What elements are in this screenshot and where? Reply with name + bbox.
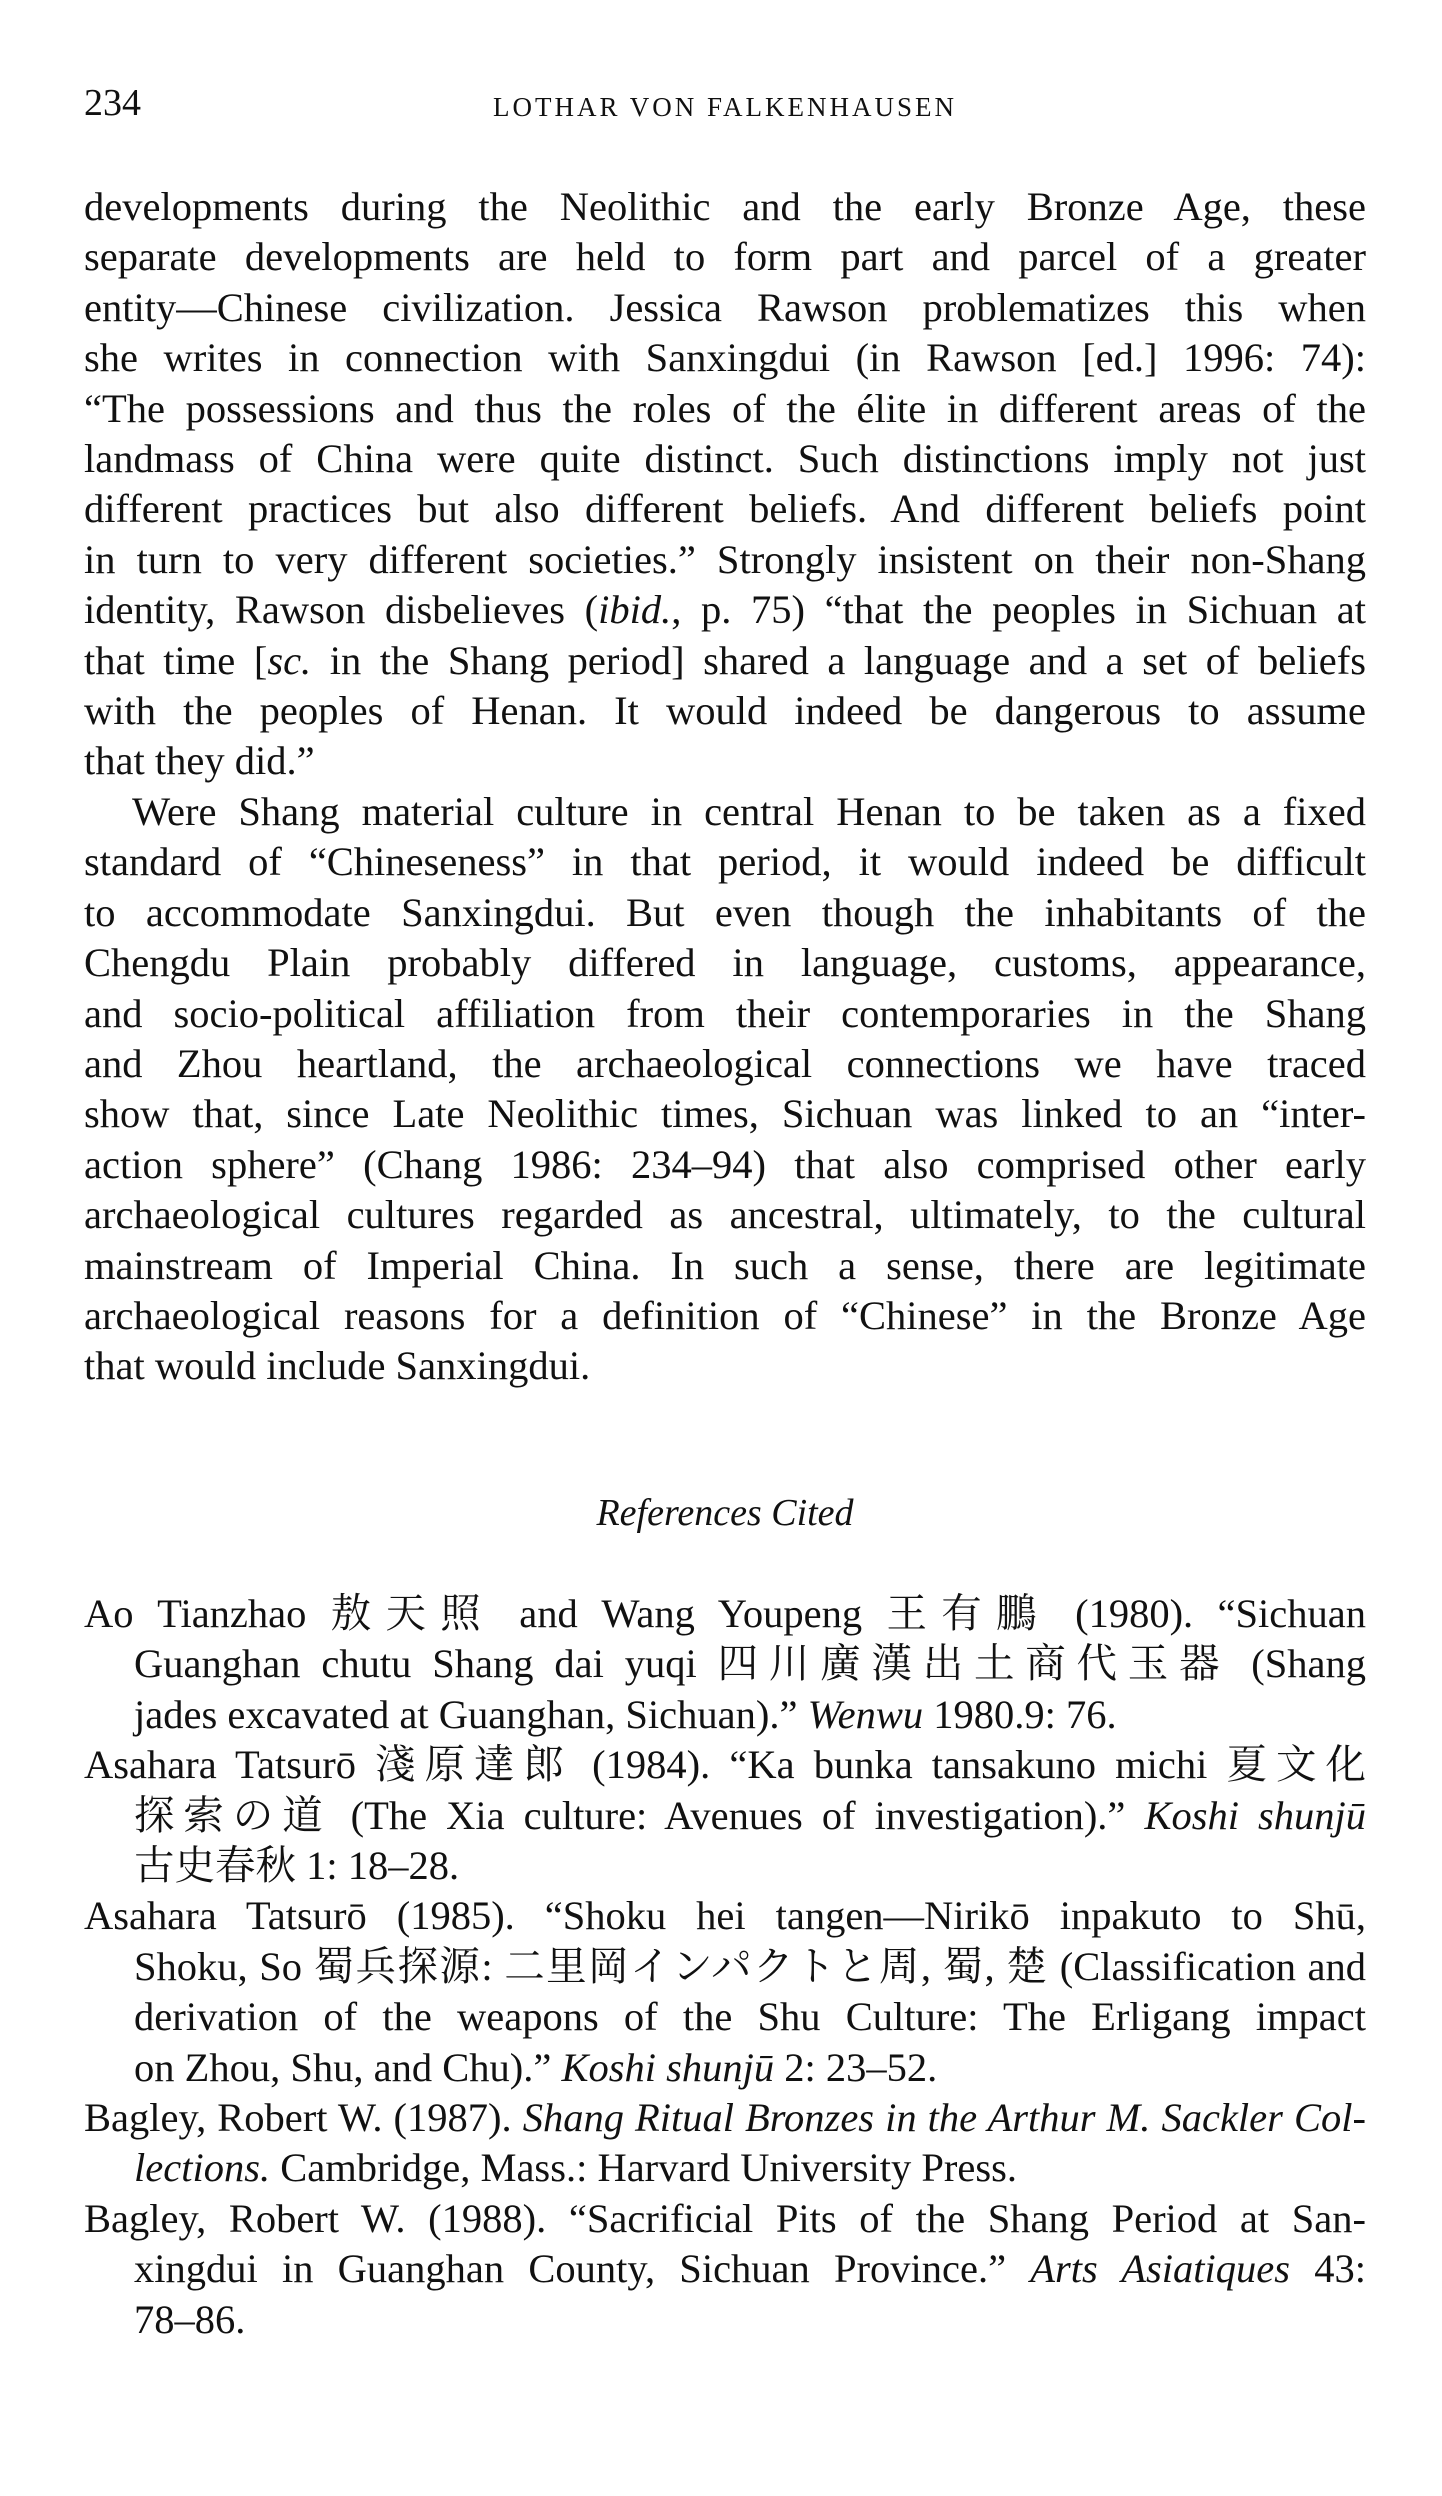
text-line: different practices but also different beliefs. And different beliefs point xyxy=(84,486,1366,532)
reference-line: 78–86. xyxy=(134,2296,246,2342)
text-line: separate developments are held to form part and parcel of a greater xyxy=(84,234,1366,280)
reference-line: jades excavated at Guanghan, Sichuan).” Wenwu 1980.9: 76. xyxy=(134,1691,1117,1737)
text-line: that they did.” xyxy=(84,738,315,784)
text-line: in turn to very different societies.” Strongly insistent on their non-Shang xyxy=(84,536,1366,582)
text-line: entity—Chinese civilization. Jessica Rawson problematizes this when xyxy=(84,284,1366,330)
reference-line: Bagley, Robert W. (1987). Shang Ritual Bronzes in the Arthur M. Sackler Col- xyxy=(84,2095,1366,2141)
body-text xyxy=(84,182,1366,1392)
reference-line: Shoku, So 蜀兵探源: 二里岡インパクトと周, 蜀, 楚 (Classification and xyxy=(134,1943,1366,1989)
text-line: Chengdu Plain probably differed in language, customs, appearance, xyxy=(84,940,1366,986)
text-line: show that, since Late Neolithic times, Sichuan was linked to an “inter- xyxy=(84,1091,1366,1137)
reference-entry xyxy=(84,2093,1366,2194)
text-line: developments during the Neolithic and the early Bronze Age, these xyxy=(84,184,1366,229)
text-line: mainstream of Imperial China. In such a sense, there are legitimate xyxy=(84,1242,1366,1288)
running-title: LOTHAR VON FALKENHAUSEN xyxy=(493,92,957,122)
reference-entry xyxy=(84,1891,1366,2093)
reference-line: lections. Cambridge, Mass.: Harvard University Press. xyxy=(134,2145,1017,2191)
reference-entry xyxy=(84,2194,1366,2345)
reference-line: xingdui in Guanghan County, Sichuan Province.” Arts Asiatiques 43: xyxy=(134,2246,1366,2292)
text-line: archaeological cultures regarded as ancestral, ultimately, to the cultural xyxy=(84,1192,1366,1238)
reference-line: 古史春秋 1: 18–28. xyxy=(134,1843,460,1889)
text-line: action sphere” (Chang 1986: 234–94) that also comprised other early xyxy=(84,1141,1366,1187)
references-heading: References Cited xyxy=(596,1492,854,1534)
reference-line: 探索の道 (The Xia culture: Avenues of investigation).” Koshi shunjū xyxy=(134,1792,1367,1838)
text-line: standard of “Chineseness” in that period, it would indeed be difficult xyxy=(84,839,1366,885)
text-line: identity, Rawson disbelieves (ibid., p. 75) “that the peoples in Sichuan at xyxy=(84,587,1366,633)
paragraph-2 xyxy=(84,787,1366,1392)
text-line: and socio-political affiliation from their contemporaries in the Shang xyxy=(84,990,1366,1036)
reference-line: derivation of the weapons of the Shu Culture: The Erligang impact xyxy=(134,1994,1366,2040)
text-line: with the peoples of Henan. It would indeed be dangerous to assume xyxy=(84,688,1366,734)
text-line: and Zhou heartland, the archaeological connections we have traced xyxy=(84,1040,1366,1086)
references-list xyxy=(84,1589,1366,2345)
reference-line: Guanghan chutu Shang dai yuqi 四川廣漢出土商代玉器 (Shang xyxy=(134,1641,1366,1687)
reference-entry xyxy=(84,1589,1366,1740)
reference-line: Ao Tianzhao 敖天照 and Wang Youpeng 王有鵬 (1980). “Sichuan xyxy=(84,1591,1366,1636)
text-line: archaeological reasons for a definition of “Chinese” in the Bronze Age xyxy=(84,1292,1366,1338)
paragraph-1 xyxy=(84,182,1366,787)
text-line: to accommodate Sanxingdui. But even though the inhabitants of the xyxy=(84,889,1366,935)
reference-line: Bagley, Robert W. (1988). “Sacrificial Pits of the Shang Period at San- xyxy=(84,2195,1366,2241)
text-line: “The possessions and thus the roles of the élite in different areas of the xyxy=(84,385,1366,431)
running-head xyxy=(84,78,1366,138)
reference-line: on Zhou, Shu, and Chu).” Koshi shunjū 2: 23–52. xyxy=(134,2044,938,2090)
text-line: that would include Sanxingdui. xyxy=(84,1343,591,1389)
text-line: she writes in connection with Sanxingdui (in Rawson [ed.] 1996: 74): xyxy=(84,335,1366,381)
reference-line: Asahara Tatsurō 淺原達郎 (1984). “Ka bunka tansakuno michi 夏文化 xyxy=(84,1742,1366,1788)
page-number: 234 xyxy=(84,82,141,124)
text-line: that time [sc. in the Shang period] shared a language and a set of beliefs xyxy=(84,637,1366,683)
reference-entry xyxy=(84,1740,1366,1891)
text-line: Were Shang material culture in central Henan to be taken as a fixed xyxy=(132,788,1366,834)
text-line: landmass of China were quite distinct. Such distinctions imply not just xyxy=(84,436,1366,482)
reference-line: Asahara Tatsurō (1985). “Shoku hei tangen—Nirikō inpakuto to Shū, xyxy=(84,1893,1366,1939)
